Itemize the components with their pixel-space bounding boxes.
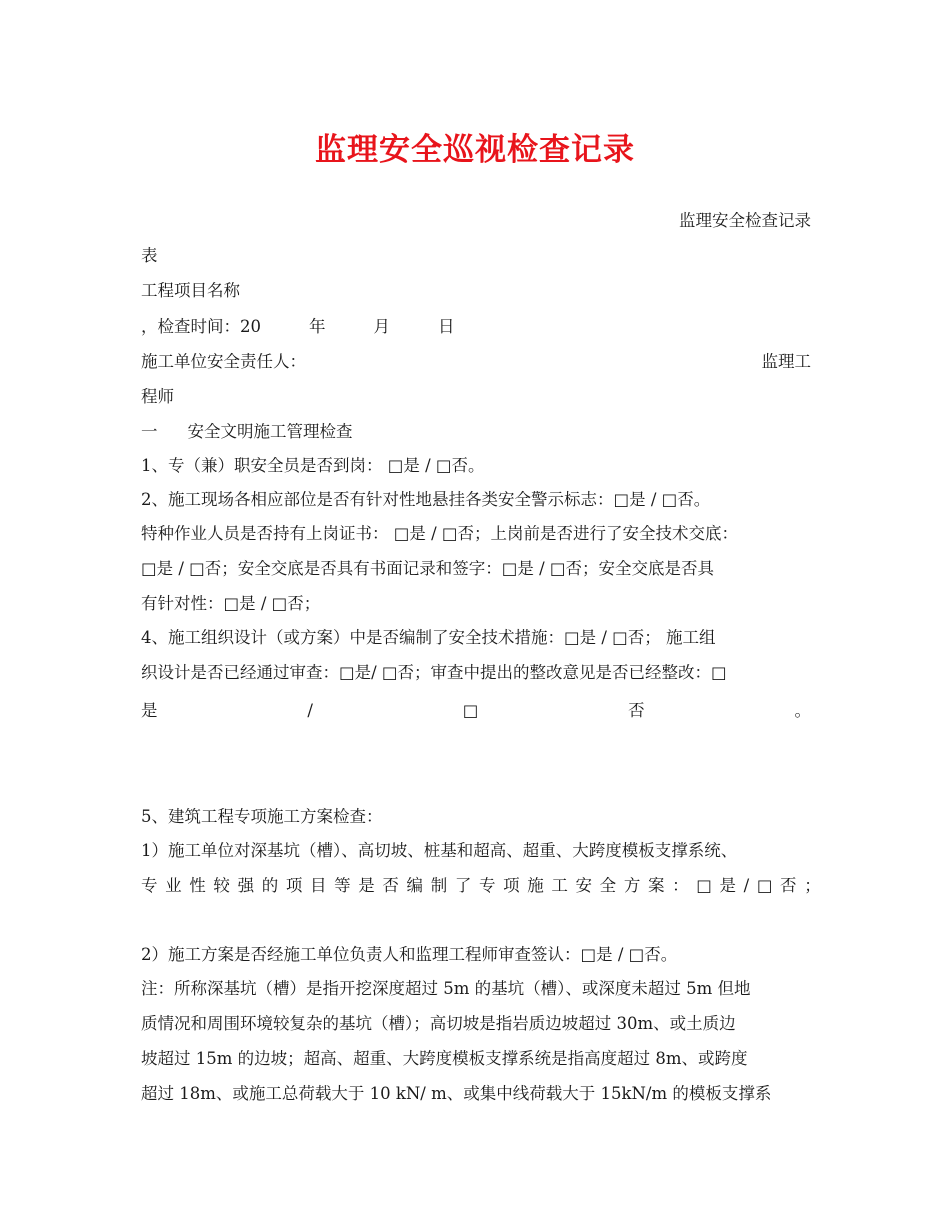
line-part: ； bbox=[804, 876, 821, 895]
note-line-3: 坡超过 15m 的边坡；超高、超重、大跨度模板支撑系统是指高度超过 8m、或跨度 bbox=[141, 1049, 748, 1068]
check-item-2: 2、施工现场各相应部位是否有针对性地悬挂各类安全警示标志：□是 / □否。 bbox=[141, 490, 711, 509]
check-item-3-line-2: □是 / □否；安全交底是否具有书面记录和签字：□是 / □否；安全交底是否具 bbox=[141, 559, 714, 578]
line-part: 等 bbox=[334, 876, 351, 895]
line-part: 施 bbox=[527, 876, 544, 895]
line-part: □ bbox=[462, 701, 479, 720]
line-part: 案 bbox=[647, 876, 665, 895]
line-part: 是 bbox=[358, 876, 375, 895]
line-part: 强 bbox=[237, 876, 255, 895]
note-line-2: 质情况和周围环境较复杂的基坑（槽）；高切坡是指岩质边坡超过 30m、或土质边 bbox=[141, 1014, 736, 1033]
unit-responsible-label: 施工单位安全责任人： bbox=[141, 352, 306, 371]
line-part: 全 bbox=[599, 876, 617, 895]
line-part: 目 bbox=[309, 876, 327, 895]
line-part: 专 bbox=[141, 876, 158, 895]
note-line-4: 超过 18m、或施工总荷载大于 10 kN/ m、或集中线荷载大于 15kN/m 的模板支撑系 bbox=[141, 1084, 772, 1103]
line-part: 制 bbox=[430, 876, 448, 895]
year-label: 年 bbox=[309, 317, 326, 336]
check-item-5-1-line-1: 1）施工单位对深基坑（槽）、高切坡、桩基和超高、超重、大跨度模板支撑系统、 bbox=[141, 841, 738, 860]
check-item-1: 1、专（兼）职安全员是否到岗： □是 / □否。 bbox=[141, 456, 485, 475]
section-title: 安全文明施工管理检查 bbox=[187, 422, 353, 441]
line-part: □ bbox=[696, 876, 712, 895]
check-item-4-line-1: 4、施工组织设计（或方案）中是否编制了安全技术措施：□是 / □否； 施工组 bbox=[141, 628, 716, 647]
line-part: 是 bbox=[141, 701, 158, 720]
check-time-label: ，检查时间：20 bbox=[141, 317, 261, 336]
check-time-line bbox=[141, 316, 455, 338]
line-part: 编 bbox=[406, 876, 424, 895]
line-part: 工 bbox=[551, 876, 568, 895]
check-item-4-line-3 bbox=[141, 700, 811, 722]
supervisor-label-cont: 程师 bbox=[141, 387, 174, 406]
line-part: 否 bbox=[780, 876, 797, 895]
record-table-label-cont: 表 bbox=[141, 246, 158, 265]
line-part: 项 bbox=[503, 876, 520, 895]
check-item-3-line-1: 特种作业人员是否持有上岗证书： □是 / □否；上岗前是否进行了安全技术交底： bbox=[141, 524, 738, 543]
line-part: 性 bbox=[189, 876, 206, 895]
check-item-5-2: 2）施工方案是否经施工单位负责人和监理工程师审查签认：□是 / □否。 bbox=[141, 945, 678, 964]
line-part: / bbox=[307, 701, 313, 720]
check-item-5-1-line-2 bbox=[141, 875, 821, 897]
check-item-5-heading: 5、建筑工程专项施工方案检查： bbox=[141, 807, 383, 826]
supervisor-label: 监理工 bbox=[761, 352, 811, 371]
section-number: 一 bbox=[141, 422, 158, 441]
project-name-label: 工程项目名称 bbox=[141, 281, 240, 300]
document-title: 监理安全巡视检查记录 bbox=[315, 132, 635, 168]
line-part: 方 bbox=[623, 876, 641, 895]
month-label: 月 bbox=[373, 317, 390, 336]
line-part: 否 bbox=[382, 876, 399, 895]
line-part: 较 bbox=[213, 876, 230, 895]
check-item-4-line-2: 织设计是否已经通过审查：□是/ □否；审查中提出的整改意见是否已经整改：□ bbox=[141, 663, 727, 682]
section-heading bbox=[141, 421, 353, 443]
line-part: 是 bbox=[719, 876, 736, 895]
line-part: 业 bbox=[165, 876, 182, 895]
day-label: 日 bbox=[438, 317, 455, 336]
line-part: 了 bbox=[454, 876, 472, 895]
line-part: 否 bbox=[628, 701, 645, 720]
line-part: 安 bbox=[575, 876, 593, 895]
note-line-1: 注：所称深基坑（槽）是指开挖深度超过 5m 的基坑（槽）、或深度未超过 5m 但地 bbox=[141, 979, 751, 998]
line-part: 项 bbox=[285, 876, 303, 895]
line-part: / bbox=[743, 876, 750, 895]
line-part: 的 bbox=[261, 876, 279, 895]
check-item-3-line-3: 有针对性：□是 / □否； bbox=[141, 594, 321, 613]
record-table-label: 监理安全检查记录 bbox=[679, 211, 811, 230]
line-part: 专 bbox=[478, 876, 496, 895]
line-part: □ bbox=[756, 876, 773, 895]
line-part: ： bbox=[672, 876, 689, 895]
line-part: 。 bbox=[794, 701, 811, 720]
